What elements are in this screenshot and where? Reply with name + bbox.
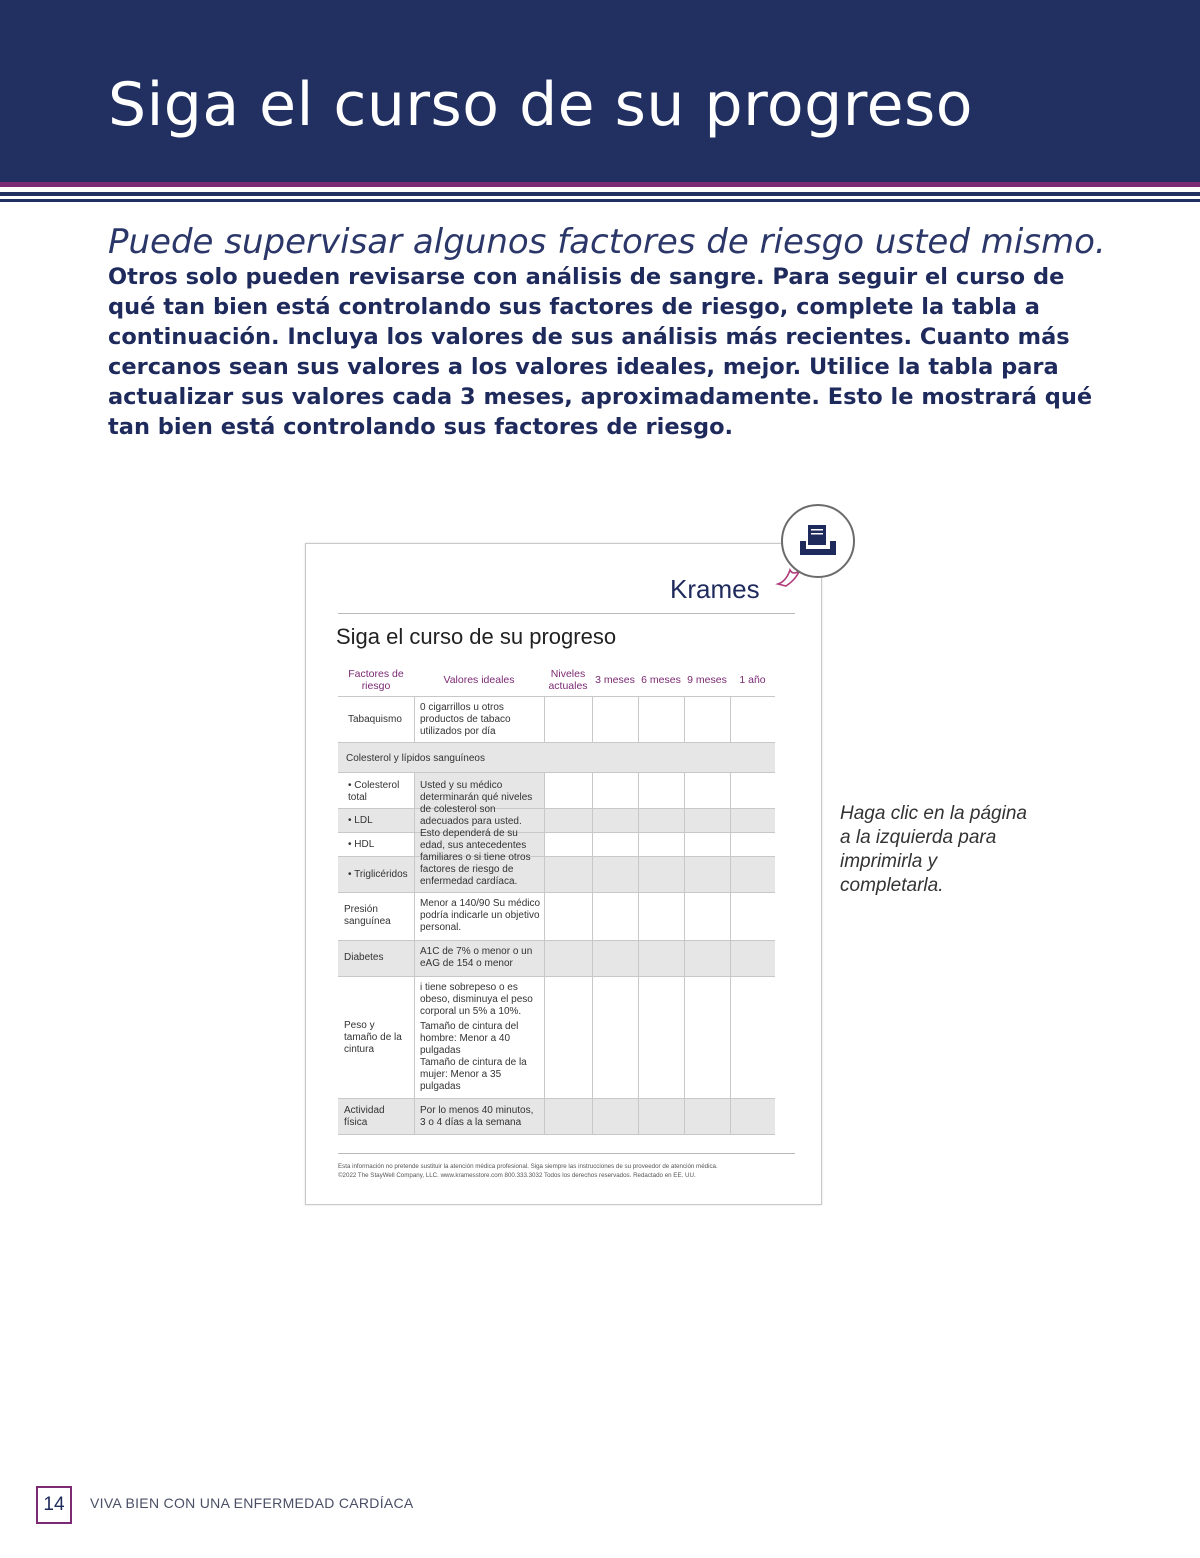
cell-peso-ideal-3: Tamaño de cintura de la mujer: Menor a 35 pulgadas [420,1057,527,1092]
cell-hdl: • HDL [348,839,375,850]
table-rule-1 [338,742,775,743]
table-vrule-e1 [684,696,685,742]
row-bg-diabetes [338,940,775,976]
table-rule-4 [338,832,775,833]
footer-title: VIVA BIEN CON UNA ENFERMEDAD CARDÍACA [90,1495,414,1511]
intro-body: Otros solo pueden revisarse con análisis de sangre. Para seguir el curso de qué tan bien está controlando sus factores de riesgo, complete la tabla a continuación. Incluya los valores de sus análisis más recientes. Cuanto más cercanos sean sus valores a los valores ideales, mejor. Utilice la tabla para actualizar sus valores cada 3 meses, aproximadamente. Esto le mostrará qué tan bien está controlando sus factores de riesgo. [108,264,1093,440]
table-vrule-f2 [730,772,731,1134]
thumbnail-copyright: ©2022 The StayWell Company, LLC. www.kramesstore.com 800.333.3032 Todos los derechos reservados. Redactado en EE. UU. [338,1172,696,1179]
krames-logo: Krames [670,574,760,604]
table-rule-7 [338,940,775,941]
table-vrule-b2 [544,772,545,1134]
printable-page-thumbnail[interactable] [305,543,822,1205]
table-rule-2 [338,772,775,773]
table-vrule-c1 [592,696,593,742]
table-rule-8 [338,976,775,977]
cell-peso-ideal-2: Tamaño de cintura del hombre: Menor a 40 pulgadas [420,1021,519,1056]
table-rule-3 [338,808,775,809]
table-vrule-b1 [544,696,545,742]
header-stripe-navy-2 [0,199,1200,202]
table-rule-header [338,696,775,697]
table-vrule-d1 [638,696,639,742]
cell-tabaquismo: Tabaquismo [348,714,402,725]
cell-peso: Peso y tamaño de la cintura [344,1020,402,1055]
print-button[interactable] [781,504,855,578]
cell-ldl: • LDL [348,815,373,826]
table-rule-6 [338,892,775,893]
table-vrule-f1 [730,696,731,742]
page-header [0,0,1200,182]
row-bg-ldl [338,808,775,832]
thumbnail-top-rule [338,613,795,614]
col-header-6m: 6 meses [641,674,681,686]
col-header-ideal: Valores ideales [443,674,515,686]
cell-colesterol-total: • Colesterol total [348,780,400,803]
cell-presion: Presión sanguínea [344,904,391,927]
cell-actividad: Actividad física [344,1105,385,1128]
table-vrule-c2 [592,772,593,1134]
table-rule-10 [338,1134,775,1135]
print-hint: Haga clic en la página a la izquierda para imprimirla y completarla. [840,803,1027,896]
cell-colesterol-ideal: Usted y su médico determinarán qué niveles de colesterol son adecuados para usted. Esto dependerá de su edad, sus antecedentes familiares o si tiene otros factores de riesgo de enfermedad cardíaca. [420,780,533,887]
page-title: Siga el curso de su progreso [108,70,973,140]
col-header-factor: Factores de riesgo [348,668,404,692]
cell-colesterol-header: Colesterol y lípidos sanguíneos [346,753,485,764]
col-header-1y: 1 año [739,674,766,686]
thumbnail-bottom-rule [338,1153,795,1154]
printer-icon [796,519,840,563]
page-number: 14 [36,1486,72,1524]
table-rule-5 [338,856,775,857]
thumbnail-disclaimer: Esta información no pretende sustituir la atención médica profesional. Siga siempre las instrucciones de su proveedor de atención médica. [338,1163,718,1170]
cell-diabetes-ideal: A1C de 7% o menor o un eAG de 154 o menor [420,946,533,969]
col-header-9m: 9 meses [687,674,727,686]
cell-presion-ideal: Menor a 140/90 Su médico podría indicarle un objetivo personal. [420,898,541,933]
cell-actividad-ideal: Por lo menos 40 minutos, 3 o 4 días a la semana [420,1105,534,1128]
cell-diabetes: Diabetes [344,952,384,963]
cell-trigliceridos: • Triglicéridos [348,869,408,880]
intro-lead: Puede supervisar algunos factores de riesgo usted mismo. [108,222,1106,262]
table-rule-9 [338,1098,775,1099]
cell-tabaquismo-ideal: 0 cigarrillos u otros productos de tabaco utilizados por día [420,702,511,737]
col-header-3m: 3 meses [595,674,635,686]
table-vrule-d2 [638,772,639,1134]
thumbnail-title: Siga el curso de su progreso [336,624,617,649]
table-vrule-e2 [684,772,685,1134]
table-vrule-a2 [414,772,415,1134]
table-vrule-a1 [414,696,415,742]
col-header-current: Niveles actuales [548,668,588,692]
cell-peso-ideal-1: i tiene sobrepeso o es obeso, disminuya el peso corporal un 5% a 10%. [420,982,533,1017]
